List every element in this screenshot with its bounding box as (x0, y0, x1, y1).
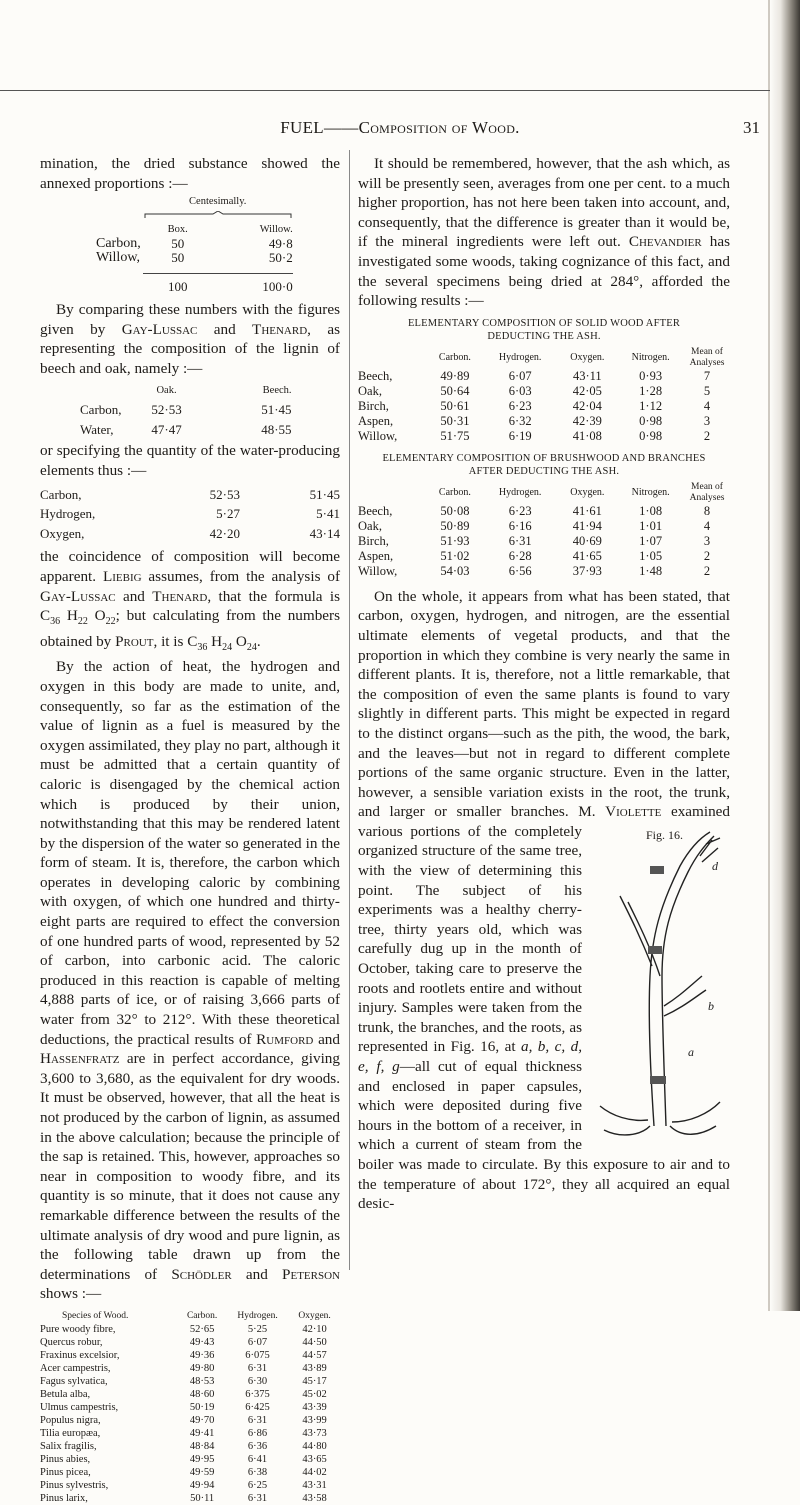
figure-label: d (712, 858, 718, 873)
table-row: Pinus larix, 50·11 6·31 43·58 (40, 1492, 327, 1504)
table-row: Populus nigra, 49·70 6·31 43·99 (40, 1414, 327, 1426)
table-row: Willow, 51·75 6·19 41·08 0·98 2 (358, 428, 711, 443)
solid-wood-table: Carbon. Hydrogen. Oxygen. Nitrogen. Mean of Analyses Beech, 49·89 6·07 43·11 0·93 7 Oak, 50·64 6·03 42·05 1·28 5 Birch, 50·61 6·23 42·04 1·12 4 Aspen, 50·31 6·32 42·39 0·98 3 Willow, 51·75 6·19 41·08 0·98 2 (358, 347, 730, 444)
box-willow-table (96, 195, 293, 294)
cell-value: 51·45 (309, 486, 340, 502)
cell-value: 49·8 (268, 236, 293, 252)
paragraph: On the whole, it appears from what has been stated, that carbon, oxygen, hydrogen, and nitrogen, are the essential ultimate elements of vegetal products, and that the proportion in which they combine is very nearly the same in different plants. It is, therefore, not a little remarkable, that the composition of even the same plants is found to vary slightly in different parts. This might be expected in regard to the distinct organs—such as the pith, the wood, the bark, and the leaves—but not in regard to different complete portions of the same organic structure. Even in the latter, however, a sensible variation exists in the root, the trunk, and larger or smaller branches. M. Violette Fig. 16. d b a examined various portions of the completely organized structure of the same tree, with the view of determining this point. The subject of his experiments was a healthy cherry-tree, thirty years old, which was carefully dug up in the month of October, taking care to preserve the roots and rootlets entire and without injury. Samples were taken from the trunk, the branches, and the roots, as represented in Fig. 16, at a, b, c, d, e, f, g—all cut of equal thickness and enclosed in paper capsules, which were deposited during five hours in the bottom of a receiver, in which a current of steam from the boiler was made to circulate. By this exposure to air and to the temperature of about 172°, they all acquired an equal desic- (358, 587, 730, 1213)
table-row: Fraxinus excelsior, 49·36 6·075 44·57 (40, 1349, 327, 1361)
table-row: Pure woody fibre, 52·65 5·25 42·10 (40, 1323, 327, 1335)
table-row (96, 251, 293, 265)
table-row: Aspen, 51·02 6·28 41·65 1·05 2 (358, 548, 711, 563)
cell-value: 43·14 (309, 525, 340, 541)
table-row: Ulmus campestris, 50·19 6·425 43·39 (40, 1401, 327, 1413)
right-column (358, 154, 730, 1214)
paragraph: mination, the dried substance showed the annexed proportions :— (40, 155, 340, 192)
table-row: Pinus sylvestris, 49·94 6·25 43·31 (40, 1479, 327, 1491)
table-row: Pinus abies, 49·95 6·41 43·65 (40, 1453, 327, 1465)
table-row (96, 237, 293, 251)
table-row: Birch, 50·61 6·23 42·04 1·12 4 (358, 398, 711, 413)
cell-value: 50 (171, 236, 185, 252)
table-row: Tilia europæa, 49·41 6·86 43·73 (40, 1427, 327, 1439)
table-row (40, 485, 340, 505)
paragraph: By comparing these numbers with the figures given by Gay-Lussac and Thenard, as representing the composition of the lignin of beech and oak, namely :— (40, 301, 340, 377)
species-table (40, 1310, 340, 1505)
cell-value: 50 (171, 250, 185, 266)
figure-caption: Fig. 16. (646, 827, 684, 842)
elements-table (40, 485, 340, 544)
figure-label: b (708, 998, 714, 1013)
table-row: Aspen, 50·31 6·32 42·39 0·98 3 (358, 413, 711, 428)
table-row: Pinus picea, 49·59 6·38 44·02 (40, 1466, 327, 1478)
oak-beech-table (80, 381, 292, 440)
column-header: Oxygen. (298, 1310, 331, 1321)
table-row (80, 400, 292, 420)
column-header: Carbon. (186, 1310, 218, 1321)
cell-value: 5·27 (216, 506, 240, 522)
column-header: Hydrogen. (237, 1310, 278, 1321)
table-row: Acer campestris, 49·80 6·31 43·89 (40, 1362, 327, 1374)
table-row: Quercus robur, 49·43 6·07 44·50 (40, 1336, 327, 1348)
paragraph: It should be remembered, however, that the ash which, as will be presently seen, averages from one per cent. to a much higher proportion, has not here been taken into account, and, consequently, that the difference is greater than it would be, if the mineral ingredients were left out. Chevandier has investigated some woods, taking cognizance of this fact, and the several specimens being dried at 284°, afforded the following results :— (358, 155, 730, 310)
page-number: 31 (743, 118, 760, 137)
table-row: Betula alba, 48·60 6·375 45·02 (40, 1388, 327, 1400)
table-row: Beech, 50·08 6·23 41·61 1·08 8 (358, 503, 711, 518)
column-header: Beech. (262, 384, 292, 396)
brace-icon (143, 211, 293, 219)
table-row: Salix fragilis, 48·84 6·36 44·80 (40, 1440, 327, 1452)
table-title: ELEMENTARY COMPOSITION OF BRUSHWOOD AND BRANCHES AFTER DEDUCTING THE ASH. (382, 452, 706, 477)
cell-value: 52·53 (151, 402, 182, 418)
table-row: Oak, 50·89 6·16 41·94 1·01 4 (358, 518, 711, 533)
figure-cherry-tree (590, 826, 730, 1136)
row-label: Water, (80, 421, 114, 437)
table-row: Fagus sylvatica, 48·53 6·30 45·17 (40, 1375, 327, 1387)
figure-label: a (688, 1044, 694, 1059)
cell-value: 48·55 (261, 421, 292, 437)
row-label: Hydrogen, (40, 506, 96, 522)
table-row: Beech, 49·89 6·07 43·11 0·93 7 (358, 368, 711, 383)
column-header: Species of Wood. (62, 1310, 129, 1321)
table-row: Willow, 54·03 6·56 37·93 1·48 2 (358, 563, 711, 578)
cell-value: 42·20 (209, 525, 240, 541)
table-row: Birch, 51·93 6·31 40·69 1·07 3 (358, 533, 711, 548)
table-total-row (96, 274, 293, 295)
column-header: Willow. (259, 224, 293, 236)
cell-value: 50·2 (268, 250, 293, 266)
top-rule (0, 90, 770, 91)
running-head (40, 118, 760, 142)
table-row (40, 524, 340, 544)
column-header: Oak. (156, 384, 177, 396)
cell-value: 5·41 (316, 506, 340, 522)
page-edge-shadow (770, 0, 800, 1311)
cherry-tree-illustration (590, 826, 730, 1136)
column-header: Box. (167, 224, 188, 236)
page-edge-line (768, 0, 770, 1311)
row-label: Carbon, (96, 236, 141, 252)
paragraph: By the action of heat, the hydrogen and oxygen in this body are made to unite, and, consequently, so far as the estimation of the value of lignin as a fuel is measured by the oxygen assimilated, they play no part, although it must be admitted that a certain quantity of caloric is disengaged by the chemical action which is produced by their union, notwithstanding that this may be rendered latent by the dispersion of the water so generated in the form of steam. It is, therefore, the carbon which operates in developing caloric by combining with oxygen, of which one hundred and thirty-eight parts are required to effect the conversion of one hundred parts of wood, represented by 52 of carbon, into carbonic acid. The caloric produced in this reaction is capable of melting 4,888 parts of ice, or of raising 3,666 parts of water from 32° to 212°. With these theoretical deductions, the practical results of Rumford and Hassenfratz are in perfect accordance, giving 3,600 to 3,680, as the equivalent for dry woods. It must be observed, however, that all the heat is not produced by the carbon of lignin, as assumed in the above calculation; because the principle of the sap is retained. This, however, approaches so near in composition to woody fibre, and its quantity is so minute, that it does not cause any remarkable difference between the results of the ultimate analysis of dry wood and pure lignin, as the following table drawn up from the determinations of Schödler and Peterson shows :— (40, 658, 340, 1303)
cell-value: 52·53 (209, 486, 240, 502)
row-label: Willow, (96, 250, 141, 266)
row-label: Carbon, (40, 486, 82, 502)
table-title: ELEMENTARY COMPOSITION OF SOLID WOOD AFTER DEDUCTING THE ASH. (407, 317, 681, 342)
left-column (40, 154, 340, 1505)
table-caption: Centesimally. (189, 196, 247, 208)
paragraph: the coincidence of composition will become apparent. Liebig assumes, from the analysis of Gay-Lussac and Thenard, that the formula is $C_{36}$ $H_{22}$ $O_{22}$; but calculating from the numbers obtained by Prout, it is $C_{36}$ $H_{24}$ $O_{24}$. (40, 548, 341, 653)
total-value: 100·0 (262, 279, 293, 295)
table-row (40, 504, 340, 524)
brushwood-table: Carbon. Hydrogen. Oxygen. Nitrogen. Mean of Analyses Beech, 50·08 6·23 41·61 1·08 8 Oak, 50·89 6·16 41·94 1·01 4 Birch, 51·93 6·31 40·69 1·07 3 Aspen, 51·02 6·28 41·65 1·05 2 Willow, 54·03 6·56 37·93 1·48 2 (358, 482, 730, 579)
table-row: Oak, 50·64 6·03 42·05 1·28 5 (358, 383, 711, 398)
column-divider (349, 150, 350, 1270)
cell-value: 51·45 (261, 402, 292, 418)
running-title: FUEL——Composition of Wood. (280, 118, 520, 137)
row-label: Oxygen, (40, 525, 85, 541)
total-value: 100 (167, 279, 188, 295)
cell-value: 47·47 (151, 421, 182, 437)
table-row (80, 420, 292, 440)
paragraph: or specifying the quantity of the water-producing elements thus :— (40, 442, 340, 479)
row-label: Carbon, (80, 402, 122, 418)
